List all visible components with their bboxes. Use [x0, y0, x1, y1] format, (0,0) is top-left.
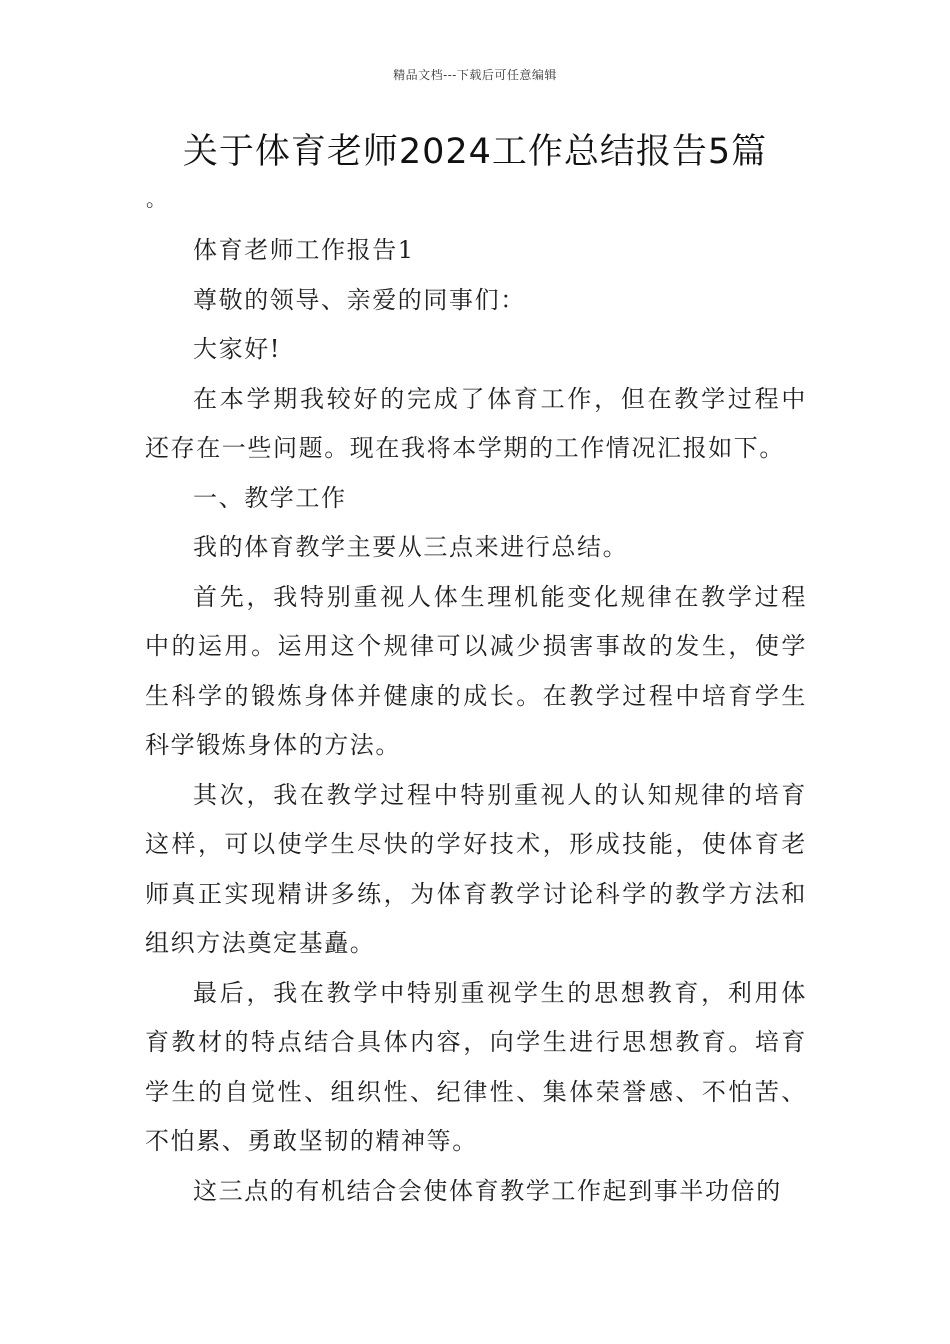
first-point-paragraph: 首先，我特别重视人体生理机能变化规律在教学过程中的运用。运用这个规律可以减少损害事故的发生，使学生科学的锻炼身体并健康的成长。在教学过程中培育学生科学锻炼身体的方法。	[145, 582, 807, 759]
section-heading-teaching-work: 一、教学工作	[193, 483, 347, 512]
intro-paragraph: 在本学期我较好的完成了体育工作，但在教学过程中还存在一些问题。现在我将本学期的工作情况汇报如下。	[145, 384, 807, 462]
stray-punctuation: 。	[146, 187, 166, 211]
greeting: 大家好!	[193, 335, 282, 363]
second-point-paragraph: 其次，我在教学过程中特别重视人的认知规律的培育这样，可以使学生尽快的学好技术，形成技能，使体育老师真正实现精讲多练，为体育教学讨论科学的教学方法和组织方法奠定基矗。	[145, 780, 807, 957]
header-note: 精品文档---下载后可任意编辑	[393, 68, 557, 82]
document-title: 关于体育老师2024工作总结报告5篇	[182, 132, 768, 172]
document-body	[145, 226, 807, 1216]
salutation: 尊敬的领导、亲爱的同事们：	[193, 285, 526, 314]
third-point-paragraph: 最后，我在教学中特别重视学生的思想教育，利用体育教材的特点结合具体内容，向学生进行思想教育。培育学生的自觉性、组织性、纪律性、集体荣誉感、不怕苦、不怕累、勇敢坚韧的精神等。	[145, 978, 807, 1155]
summary-paragraph: 我的体育教学主要从三点来进行总结。	[193, 533, 629, 561]
conclusion-paragraph: 这三点的有机结合会使体育教学工作起到事半功倍的	[193, 1176, 782, 1205]
section-heading-report-1: 体育老师工作报告1	[193, 236, 415, 264]
